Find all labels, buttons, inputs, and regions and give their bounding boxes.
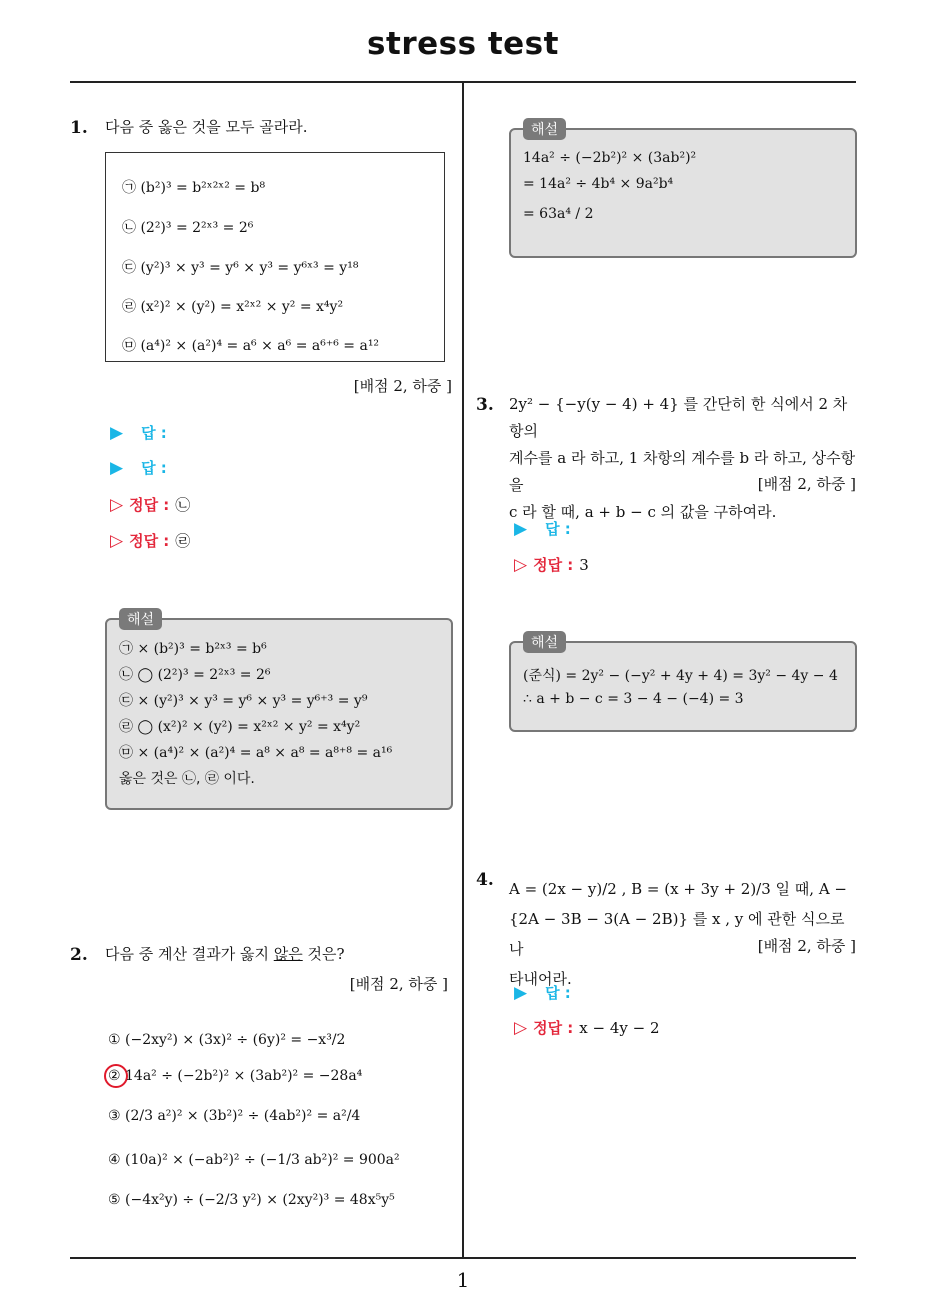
correct-value: ㉡ [175,496,191,514]
correct-label: 정답 : [533,556,574,574]
q2-choice: ③ (2/3 a²)² × (3b²)² ÷ (4ab²)² = a²/4 [108,1108,361,1124]
play-triangle-icon: ▶ [110,423,124,443]
correct-value: ㉣ [175,532,191,550]
q1-score: [배점 2, 하중 ] [353,377,452,395]
outline-triangle-icon: ▷ [110,531,124,551]
q2-text-part: 것은? [302,945,345,963]
correct-label: 정답 : [129,496,170,514]
page-number: 1 [456,1268,470,1292]
q4-score: [배점 2, 하중 ] [757,937,856,955]
answer-label: 답 : [545,984,571,1002]
answer-label: 답 : [141,424,167,442]
q3-text-line: c 라 할 때, a + b − c 의 값을 구하여라. [509,503,777,521]
correct-value: x − 4y − 2 [579,1019,660,1037]
q4-answer-row [514,982,571,1003]
q4-text-line: A = (2x − y)/2 , B = (x + 3y + 2)/3 일 때, A − [509,880,848,898]
q2-number: 2. [70,945,88,965]
q1-answer-row-1 [110,422,167,443]
page-title: stress test [367,26,559,62]
q1-choice-box [105,152,445,362]
q1-choice: ㉡ (2²)³ = 2²ˣ³ = 2⁶ [122,220,254,236]
q3-answer-row [514,518,571,539]
q3-score: [배점 2, 하중 ] [757,475,856,493]
q4-correct-row [514,1017,660,1038]
q4-number: 4. [476,870,494,890]
solution-line: ㉠ × (b²)³ = b²ˣ³ = b⁶ [119,641,267,657]
q2-choice: ① (−2xy²) × (3x)² ÷ (6y)² = −x³/2 [108,1032,346,1048]
q3-text-line: 계수를 a 라 하고, 1 차항의 계수를 b 라 하고, 상수항을 [509,449,856,494]
solution-line: (준식) = 2y² − (−y² + 4y + 4) = 3y² − 4y − 4 [523,668,838,684]
correct-label: 정답 : [129,532,170,550]
correct-label: 정답 : [533,1019,574,1037]
answer-label: 답 : [141,459,167,477]
q3-text [509,391,859,526]
q4-text-line: 타내어라. [509,970,572,988]
solution-line: ㉢ × (y²)³ × y³ = y⁶ × y³ = y⁶⁺³ = y⁹ [119,693,368,709]
solution-line: 14a² ÷ (−2b²)² × (3ab²)² [523,150,697,166]
q1-choice: ㉤ (a⁴)² × (a²)⁴ = a⁶ × a⁶ = a⁶⁺⁶ = a¹² [122,338,380,354]
q4-text [509,874,859,994]
answer-label: 답 : [545,520,571,538]
solution-line: ∴ a + b − c = 3 − 4 − (−4) = 3 [523,691,744,707]
q1-correct-row-2 [110,530,190,551]
play-triangle-icon: ▶ [514,519,528,539]
column-divider [462,82,464,1257]
q3-text-line: 2y² − {−y(y − 4) + 4} 를 간단히 한 식에서 2 차항의 [509,395,848,440]
q3-number: 3. [476,395,494,415]
solution-line: ㉡ ◯ (2²)³ = 2²ˣ³ = 2⁶ [119,667,271,683]
q2-text-part: 다음 중 계산 결과가 옳지 [105,945,274,963]
q2-choice: ④ (10a)² × (−ab²)² ÷ (−1/3 ab²)² = 900a² [108,1152,400,1168]
solution-line: 옳은 것은 ㉡, ㉣ 이다. [119,771,255,787]
q2-solution-box [509,122,857,258]
correct-value: 3 [579,556,589,574]
play-triangle-icon: ▶ [514,983,528,1003]
q2-text [105,941,345,968]
solution-line: ㉣ ◯ (x²)² × (y²) = x²ˣ² × y² = x⁴y² [119,719,361,735]
q2-choice: ② 14a² ÷ (−2b²)² × (3ab²)² = −28a⁴ [108,1068,363,1084]
q1-choice: ㉢ (y²)³ × y³ = y⁶ × y³ = y⁶ˣ³ = y¹⁸ [122,260,359,276]
q2-choice: ⑤ (−4x²y) ÷ (−2/3 y²) × (2xy²)³ = 48x⁵y⁵ [108,1192,395,1208]
outline-triangle-icon: ▷ [514,555,528,575]
play-triangle-icon: ▶ [110,458,124,478]
solution-line: = 14a² ÷ 4b⁴ × 9a²b⁴ [523,176,674,192]
q1-choice: ㉠ (b²)³ = b²ˣ²ˣ² = b⁸ [122,180,266,196]
q4-text-line: {2A − 3B − 3(A − 2B)} 를 x , y 에 관한 식으로 나 [509,910,845,958]
bottom-rule [70,1257,856,1259]
q1-choice: ㉣ (x²)² × (y²) = x²ˣ² × y² = x⁴y² [122,299,344,315]
q1-text: 다음 중 옳은 것을 모두 골라라. [105,118,308,136]
q1-solution-box [105,612,453,810]
solution-line: = 63a⁴ / 2 [523,206,594,222]
solution-tag: 해설 [523,631,566,653]
q1-number: 1. [70,118,88,138]
solution-tag: 해설 [523,118,566,140]
q1-correct-row-1 [110,494,190,515]
q2-score: [배점 2, 하중 ] [349,975,448,993]
solution-tag: 해설 [119,608,162,630]
q1-answer-row-2 [110,457,167,478]
q3-solution-box [509,635,857,732]
q3-correct-row [514,554,589,575]
outline-triangle-icon: ▷ [514,1018,528,1038]
q2-text-underlined: 않은 [273,945,303,963]
outline-triangle-icon: ▷ [110,495,124,515]
solution-line: ㉤ × (a⁴)² × (a²)⁴ = a⁸ × a⁸ = a⁸⁺⁸ = a¹⁶ [119,745,393,761]
